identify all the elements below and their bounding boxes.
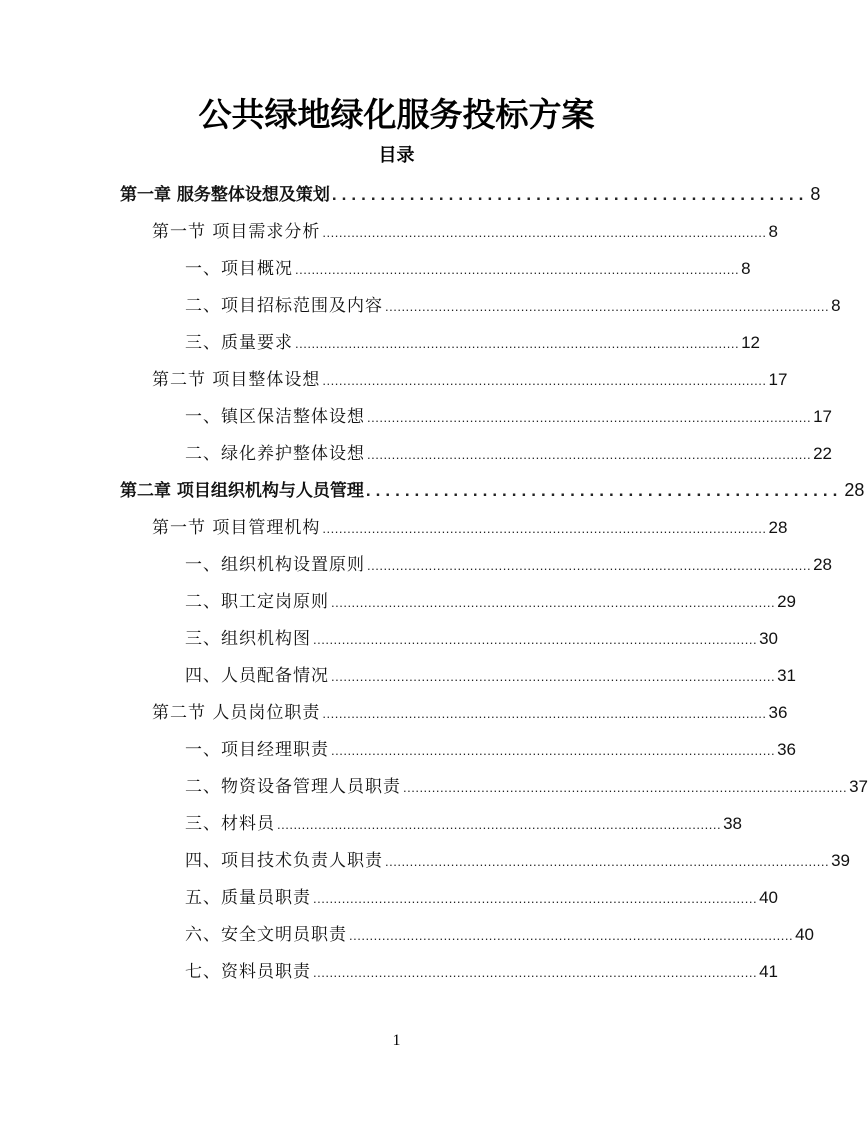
toc-entry-item[interactable]	[185, 735, 796, 772]
toc-entry-page: 8	[810, 184, 821, 204]
dot-leader: ............................................................................................................	[322, 373, 767, 388]
toc-entry-page: 28	[768, 518, 788, 537]
toc-entry-label: 二、项目招标范围及内容	[185, 296, 383, 316]
toc-entry-page: 41	[759, 962, 778, 981]
toc-entry-page: 8	[741, 259, 751, 278]
toc-entry-page: 30	[759, 629, 778, 648]
toc-entry-label: 二、职工定岗原则	[185, 592, 329, 612]
dot-leader: ............................................................................................................	[367, 410, 812, 425]
toc-entry-label: 第一节 项目需求分析	[152, 222, 321, 242]
toc-entry-item[interactable]	[185, 809, 742, 846]
toc-entry-label: 二、绿化养护整体设想	[185, 444, 365, 464]
toc-entry-page: 28	[813, 555, 832, 574]
toc-entry-item[interactable]	[185, 550, 832, 587]
dot-leader: ............................................................................................................	[367, 558, 812, 573]
dot-leader: ............................................................................................................	[331, 743, 776, 758]
toc-entry-item[interactable]	[185, 661, 796, 698]
toc-entry-label: 二、物资设备管理人员职责	[185, 777, 401, 797]
toc-entry-page: 29	[777, 592, 796, 611]
toc-entry-label: 六、安全文明员职责	[185, 925, 347, 945]
page-number: 1	[392, 1032, 401, 1049]
toc-entry-label: 五、质量员职责	[185, 888, 311, 908]
toc-entry-label: 第二节 项目整体设想	[152, 370, 321, 390]
dot-leader: ............................................................................................................	[331, 669, 776, 684]
toc-entry-item[interactable]	[185, 254, 751, 291]
dot-leader: ............................................................................................................	[349, 928, 794, 943]
toc-entry-item[interactable]	[185, 328, 760, 365]
dot-leader: ............................................................................................................	[313, 632, 758, 647]
toc-entry-label: 一、组织机构设置原则	[185, 555, 365, 575]
toc-entry-item[interactable]	[185, 587, 796, 624]
toc-entry-page: 31	[777, 666, 796, 685]
toc-entry-label: 三、组织机构图	[185, 629, 311, 649]
toc-entry-label: 第一章 服务整体设想及策划	[120, 185, 330, 205]
dot-leader: .................................................	[365, 481, 843, 500]
toc-entry-item[interactable]	[185, 439, 832, 476]
toc-entry-page: 40	[759, 888, 778, 907]
dot-leader: ............................................................................................................	[367, 447, 812, 462]
toc-entry-page: 12	[741, 333, 760, 352]
dot-leader: ............................................................................................................	[277, 817, 722, 832]
toc-entry-page: 8	[831, 296, 841, 315]
toc-entry-label: 四、项目技术负责人职责	[185, 851, 383, 871]
toc-entry-label: 第二章 项目组织机构与人员管理	[120, 481, 364, 501]
toc-entry-label: 三、质量要求	[185, 333, 293, 353]
toc-entry-page: 37	[849, 777, 868, 796]
dot-leader: ............................................................................................................	[313, 891, 758, 906]
toc-heading: 目录	[378, 145, 415, 166]
toc-entry-label: 第二节 人员岗位职责	[152, 703, 321, 723]
toc-entry-label: 一、项目概况	[185, 259, 293, 279]
dot-leader: ............................................................................................................	[385, 299, 830, 314]
toc-entry-page: 17	[768, 370, 788, 389]
dot-leader: ............................................................................................................	[322, 706, 767, 721]
toc-entry-page: 36	[768, 703, 788, 722]
toc-entry-page: 36	[777, 740, 796, 759]
toc-entry-label: 第一节 项目管理机构	[152, 518, 321, 538]
dot-leader: ............................................................................................................	[331, 595, 776, 610]
toc-entry-section[interactable]	[152, 365, 788, 402]
toc-entry-label: 一、项目经理职责	[185, 740, 329, 760]
dot-leader: ............................................................................................................	[313, 965, 758, 980]
toc-entry-label: 三、材料员	[185, 814, 275, 834]
toc-entry-item[interactable]	[185, 291, 841, 328]
toc-entry-label: 一、镇区保洁整体设想	[185, 407, 365, 427]
toc-entry-page: 40	[795, 925, 814, 944]
dot-leader: ............................................................................................................	[295, 262, 740, 277]
toc-entry-page: 28	[844, 480, 865, 500]
toc-entry-label: 四、人员配备情况	[185, 666, 329, 686]
toc-entry-page: 22	[813, 444, 832, 463]
toc-entry-chapter[interactable]	[120, 180, 821, 217]
toc-entry-section[interactable]	[152, 698, 788, 735]
toc-entry-section[interactable]	[152, 513, 788, 550]
toc-entry-item[interactable]	[185, 846, 850, 883]
toc-entry-item[interactable]	[185, 402, 832, 439]
dot-leader: ............................................................................................................	[385, 854, 830, 869]
dot-leader: ............................................................................................................	[295, 336, 740, 351]
toc-entry-label: 七、资料员职责	[185, 962, 311, 982]
toc-entry-chapter[interactable]	[120, 476, 865, 513]
dot-leader: ............................................................................................................	[403, 780, 848, 795]
toc-entry-page: 8	[768, 222, 778, 241]
toc-entry-item[interactable]	[185, 957, 778, 994]
document-title: 公共绿地绿化服务投标方案	[198, 95, 595, 134]
dot-leader: .................................................	[331, 185, 809, 204]
toc-entry-item[interactable]	[185, 772, 868, 809]
toc-entry-page: 39	[831, 851, 850, 870]
dot-leader: ............................................................................................................	[322, 521, 767, 536]
dot-leader: ............................................................................................................	[322, 225, 767, 240]
toc-entry-item[interactable]	[185, 883, 778, 920]
toc-entry-section[interactable]	[152, 217, 778, 254]
toc-entry-item[interactable]	[185, 920, 814, 957]
toc-entry-item[interactable]	[185, 624, 778, 661]
toc-entry-page: 38	[723, 814, 742, 833]
toc-entry-page: 17	[813, 407, 832, 426]
